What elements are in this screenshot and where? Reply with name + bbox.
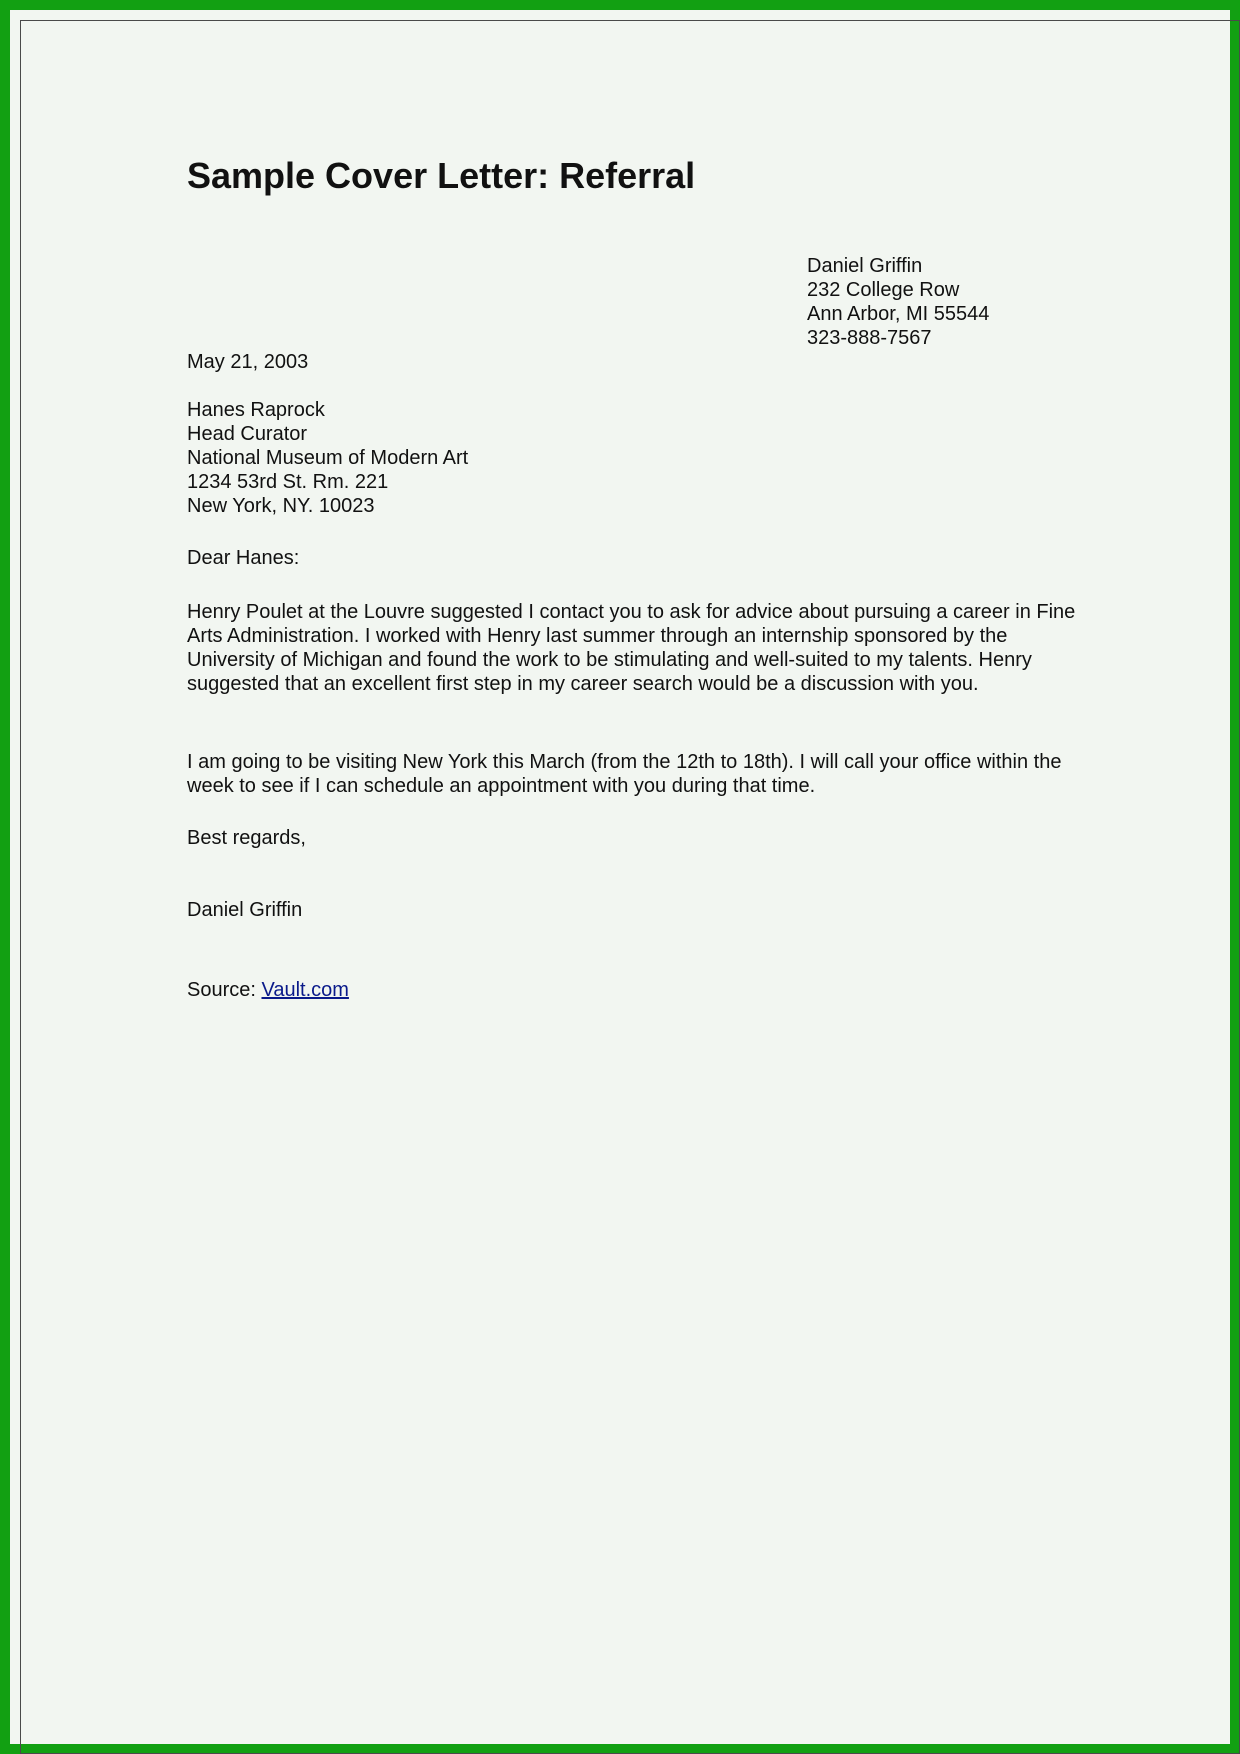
sender-city-state-zip: Ann Arbor, MI 55544 bbox=[807, 303, 990, 325]
document-title: Sample Cover Letter: Referral bbox=[187, 155, 696, 196]
sender-street: 232 College Row bbox=[807, 279, 960, 301]
sender-phone: 323-888-7567 bbox=[807, 327, 932, 349]
source-link[interactable]: Vault.com bbox=[261, 979, 349, 1001]
sender-name: Daniel Griffin bbox=[807, 255, 923, 277]
closing: Best regards, bbox=[187, 827, 306, 849]
recipient-organization: National Museum of Modern Art bbox=[187, 447, 469, 469]
signature-name: Daniel Griffin bbox=[187, 899, 303, 921]
recipient-name: Hanes Raprock bbox=[187, 399, 325, 421]
recipient-position: Head Curator bbox=[187, 423, 308, 445]
salutation: Dear Hanes: bbox=[187, 547, 300, 569]
letter-date: May 21, 2003 bbox=[187, 351, 309, 373]
recipient-street: 1234 53rd St. Rm. 221 bbox=[187, 471, 389, 493]
source-label: Source: bbox=[187, 979, 262, 1001]
source-line bbox=[187, 978, 349, 1002]
body-paragraph: Henry Poulet at the Louvre suggested I contact you to ask for advice about pursuing a career in Fine Arts Administration. I worked with Henry last summer through an internship sponsored by the University of Michigan and found the work to be stimulating and well-suited to my talents. Henry suggested that an excellent first step in my career search would be a discussion with you. bbox=[187, 601, 1076, 695]
recipient-city-state-zip: New York, NY. 10023 bbox=[187, 495, 375, 517]
body-paragraph: I am going to be visiting New York this March (from the 12th to 18th). I will call your office within the week to see if I can schedule an appointment with you during that time. bbox=[187, 751, 1062, 797]
sender-address-block bbox=[807, 254, 989, 350]
recipient-address-block bbox=[187, 398, 468, 518]
page-inner-border bbox=[20, 20, 1240, 1754]
